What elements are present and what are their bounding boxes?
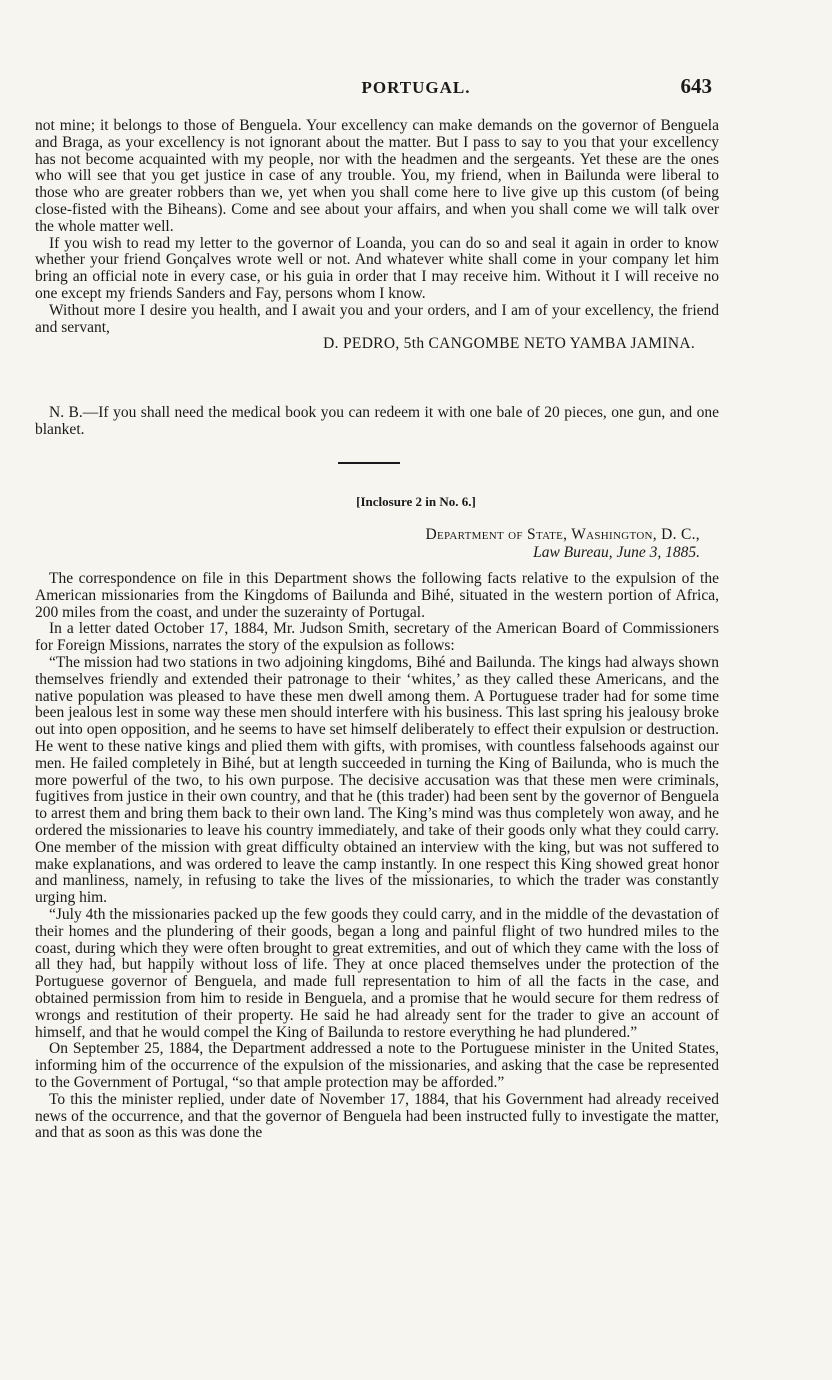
- letter-body: [35, 118, 719, 353]
- page-number: 643: [680, 74, 712, 98]
- bureau-line: Law Bureau, June 3, 1885.: [533, 544, 700, 561]
- letter-paragraph: If you wish to read my letter to the governor of Loanda, you can do so and seal it again in order to know whether your friend Gonçalves wrote well or not. And whatever white shall come in your company let him bring an official note in every case, or his guia in order that I may receive him. Without it I will receive no one except my friends Sanders and Fay, persons whom I know.: [35, 234, 719, 302]
- section-divider: [338, 462, 400, 464]
- body-paragraph: To this the minister replied, under date of November 17, 1884, that his Government had already received news of the occurrence, and that the governor of Benguela had been instructed fully to investigate the matter, and that as soon as this was done the: [35, 1090, 719, 1142]
- main-body: [35, 571, 719, 1142]
- body-paragraph: “July 4th the missionaries packed up the few goods they could carry, and in the middle of the devastation of their homes and the plundering of their goods, began a long and painful flight of two hundred miles to the coast, during which they were often brought to great extremities, and out of which they came with the loss of all they had, but happily without loss of life. They at once placed themselves under the protection of the Portuguese governor of Benguela, and made full representation to him of all the facts in the case, and obtained permission from him to reside in Benguela, and a promise that he would secure for them redress of wrongs and restitution of their property. He said he had already sent for the trader to give an account of himself, and that he would compel the King of Bailunda to restore everything he had plundered.”: [35, 905, 719, 1041]
- dateline: [0, 526, 700, 562]
- inclosure-label: [Inclosure 2 in No. 6.]: [356, 494, 476, 509]
- nota-bene: [35, 405, 719, 439]
- body-paragraph: In a letter dated October 17, 1884, Mr. Judson Smith, secretary of the American Board of Commissioners for Foreign Missions, narrates the story of the expulsion as follows:: [35, 620, 719, 655]
- nb-paragraph: N. B.—If you shall need the medical book you can redeem it with one bale of 20 pieces, one gun, and one blanket.: [35, 404, 719, 438]
- running-title: PORTUGAL.: [361, 78, 471, 97]
- letter-signature: D. PEDRO, 5th CANGOMBE NETO YAMBA JAMINA.: [323, 335, 695, 353]
- letter-paragraph: Without more I desire you health, and I await you and your orders, and I am of your excellency, the friend and servant,: [35, 301, 719, 336]
- department-line: Department of State, Washington, D. C.,: [425, 526, 700, 543]
- body-paragraph: On September 25, 1884, the Department addressed a note to the Portuguese minister in the United States, informing him of the occurrence of the expulsion of the missionaries, and asking that the case be represented to the Government of Portugal, “so that ample protection may be afforded.”: [35, 1040, 719, 1091]
- letter-paragraph: not mine; it belongs to those of Benguela. Your excellency can make demands on the governor of Benguela and Braga, as your excellency is not ignorant about the matter. But I pass to say to you that your excellency has not become acquainted with my people, nor with the headmen and the sergeants. Yet these are the ones who will see that you get justice in case of any trouble. You, my friend, when in Bailunda were liberal to those who are greater robbers than we, yet when you shall come here to live give up this custom (of being close-fisted with the Biheans). Come and see about your affairs, and when you shall come we will talk over the whole matter well.: [35, 117, 719, 235]
- body-paragraph: The correspondence on file in this Department shows the following facts relative to the expulsion of the American missionaries from the Kingdoms of Bailunda and Bihé, situated in the western portion of Africa, 200 miles from the coast, and under the suzerainty of Portugal.: [35, 570, 719, 621]
- body-paragraph: “The mission had two stations in two adjoining kingdoms, Bihé and Bailunda. The kings had always shown themselves friendly and extended their patronage to their ‘whites,’ as they called these Americans, and the native population was pleased to have these men dwell among them. A Portuguese trader had for some time been jealous lest in some way these men should interfere with his business. This last spring his jealousy broke out into open opposition, and he seems to have set himself deliberately to effect their expulsion or destruction. He went to these native kings and plied them with gifts, with promises, with countless falsehoods against our men. He failed completely in Bihé, but at length succeeded in turning the King of Bailunda, who is much the more powerful of the two, to his own purpose. The decisive accusation was that these men were criminals, fugitives from justice in their own country, and that he (this trader) had been sent by the governor of Benguela to arrest them and bring them back to their own land. The King’s mind was thus completely won away, and he ordered the missionaries to leave his country immediately, and take of their goods only what they could carry. One member of the mission with great difficulty obtained an interview with the king, but was not suffered to make explanations, and was ordered to leave the camp instantly. In one respect this King showed great honor and manliness, namely, in refusing to take the lives of the missionaries, to which the trader was constantly urging him.: [35, 653, 719, 907]
- page-header: [0, 74, 832, 104]
